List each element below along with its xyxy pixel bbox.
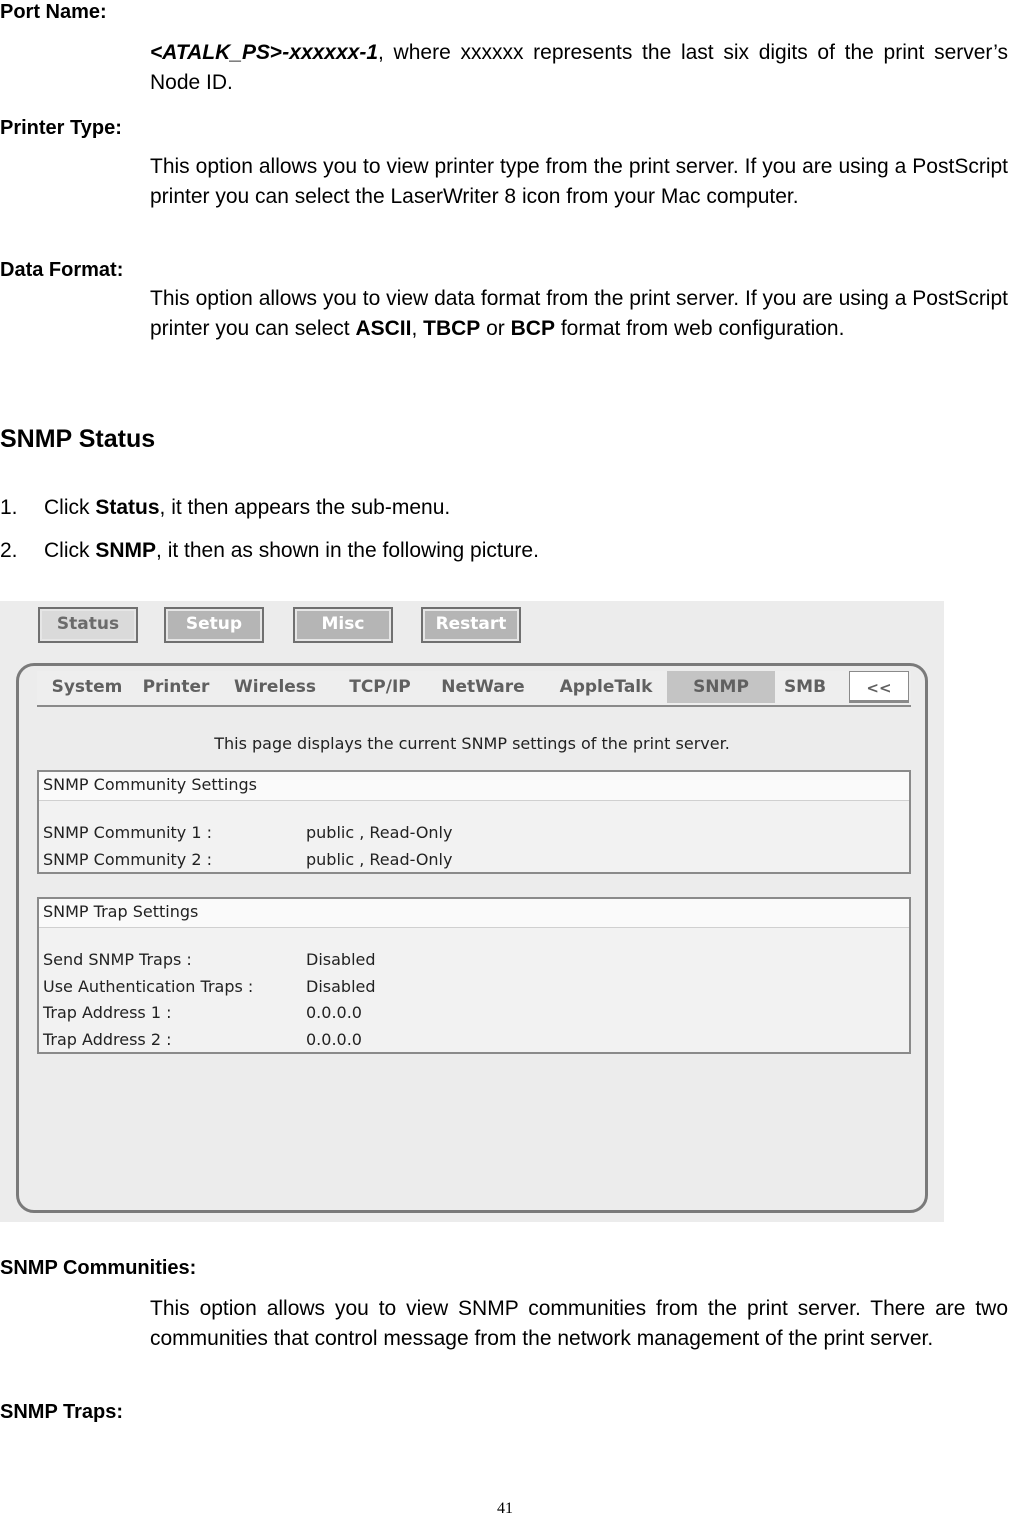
restart-button[interactable]: Restart bbox=[421, 607, 521, 643]
tab-netware[interactable]: NetWare bbox=[441, 677, 525, 697]
group-title: SNMP Community Settings bbox=[39, 772, 909, 801]
page-number: 41 bbox=[497, 1500, 513, 1517]
tab-bar bbox=[37, 671, 911, 707]
snmp-trap-settings: SNMP Trap Settings Send SNMP Traps : Disabled Use Authentication Traps : Disabled Trap Address 1 : 0.0.0.0 Trap Address 2 : 0.0.0.0 bbox=[37, 897, 911, 1054]
port-name-description: <ATALK_PS>-xxxxxx-1, where xxxxxx represents the last six digits of the print server’s Node ID. bbox=[150, 41, 1008, 94]
group-title: SNMP Trap Settings bbox=[39, 899, 909, 928]
tab-wireless[interactable]: Wireless bbox=[233, 677, 317, 697]
tab-printer[interactable]: Printer bbox=[142, 677, 210, 697]
tab-smb[interactable]: SMB bbox=[783, 677, 827, 697]
page-description: This page displays the current SNMP settings of the print server. bbox=[214, 734, 730, 753]
snmp-community-settings: SNMP Community Settings SNMP Community 1 : public , Read-Only SNMP Community 2 : public , Read-Only bbox=[37, 770, 911, 874]
data-format-description: This option allows you to view data format from the print server. If you are using a PostScript printer you can select ASCII, TBCP or BCP format from web configuration. bbox=[150, 287, 1008, 340]
status-button[interactable]: Status bbox=[38, 607, 138, 643]
misc-button[interactable]: Misc bbox=[293, 607, 393, 643]
tab-appletalk[interactable]: AppleTalk bbox=[559, 677, 653, 697]
section-title: SNMP Status bbox=[0, 425, 156, 453]
printer-type-label: Printer Type: bbox=[0, 117, 122, 139]
setup-button[interactable]: Setup bbox=[164, 607, 264, 643]
step-2: 2. Click SNMP, it then as shown in the following picture. bbox=[0, 539, 539, 562]
tab-system[interactable]: System bbox=[51, 677, 123, 697]
data-format-label: Data Format: bbox=[0, 259, 124, 281]
printer-type-description: This option allows you to view printer type from the print server. If you are using a PostScript printer you can select the LaserWriter 8 icon from your Mac computer. bbox=[150, 155, 1008, 208]
snmp-status-screenshot bbox=[0, 601, 944, 1222]
snmp-communities-label: SNMP Communities: bbox=[0, 1257, 197, 1279]
port-name-label: Port Name: bbox=[0, 1, 107, 23]
tab-tcpip[interactable]: TCP/IP bbox=[349, 677, 411, 697]
snmp-traps-label: SNMP Traps: bbox=[0, 1401, 123, 1423]
snmp-communities-description: This option allows you to view SNMP communities from the print server. There are two communities that control message from the network management of the print server. bbox=[150, 1297, 1008, 1350]
tab-snmp[interactable]: SNMP bbox=[667, 671, 775, 703]
step-1: 1. Click Status, it then appears the sub-menu. bbox=[0, 496, 451, 519]
tab-collapse[interactable]: << bbox=[849, 671, 909, 703]
status-panel bbox=[16, 663, 928, 1213]
